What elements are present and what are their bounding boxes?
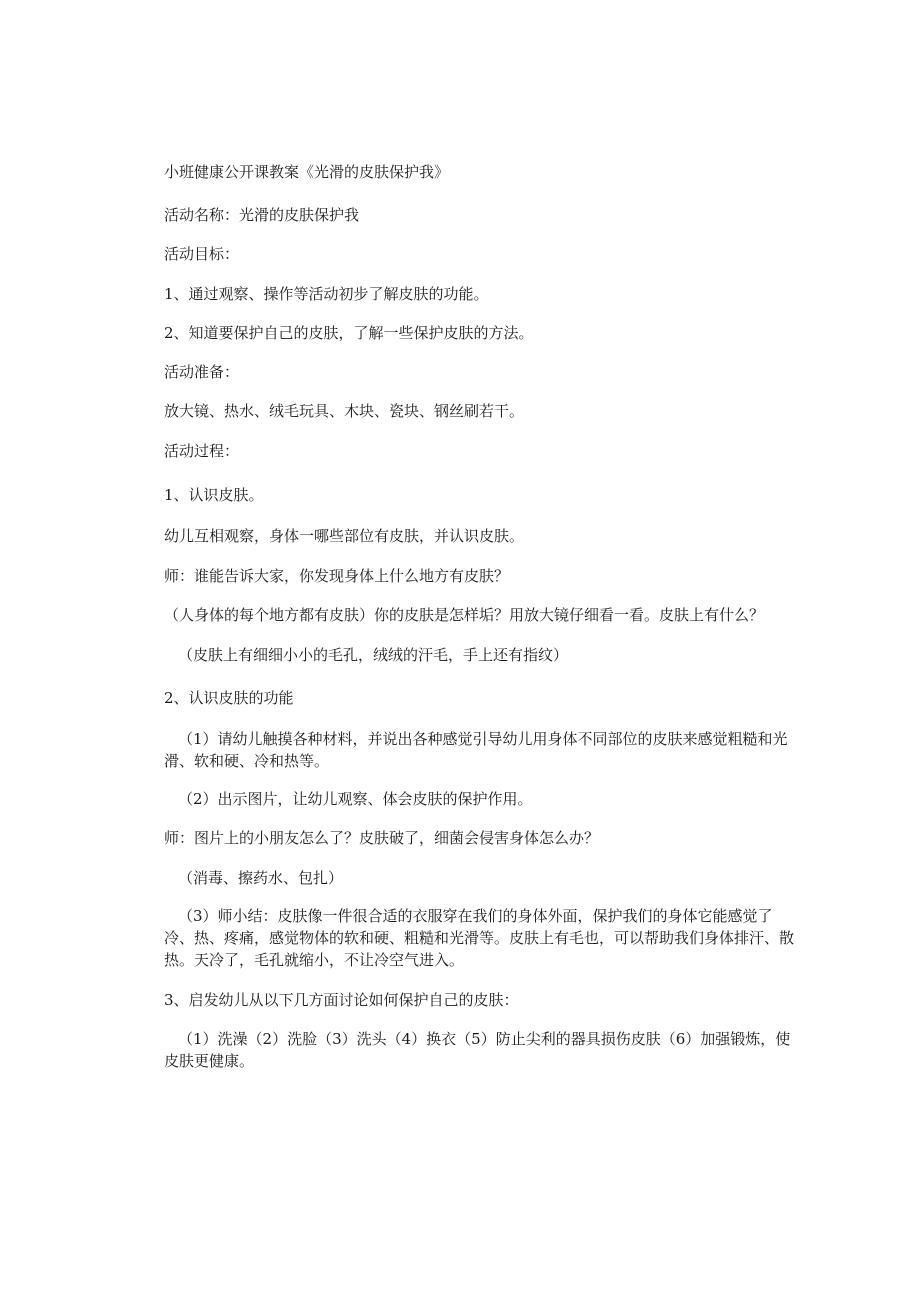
process-heading: 活动过程： (164, 442, 240, 460)
prep-items: 放大镜、热水、绒毛玩具、木块、瓷块、钢丝刷若干。 (164, 402, 525, 420)
paragraph: （消毒、擦药水、包扎） (178, 869, 344, 887)
document-title: 小班健康公开课教案《光滑的皮肤保护我》 (164, 163, 450, 181)
paragraph: 幼儿互相观察，身体一哪些部位有皮肤，并认识皮肤。 (164, 527, 525, 545)
paragraph: 师：谁能告诉大家，你发现身体上什么地方有皮肤？ (164, 567, 510, 585)
step-heading: 1、认识皮肤。 (164, 486, 264, 504)
prep-heading: 活动准备： (164, 363, 240, 381)
activity-name: 活动名称：光滑的皮肤保护我 (164, 206, 360, 224)
step-heading: 2、认识皮肤的功能 (164, 689, 294, 707)
paragraph: （3）师小结：皮肤像一件很合适的衣服穿在我们的身体外面，保护我们的身体它能感觉了冷、热、疼痛，感觉物体的软和硬、粗糙和光滑等。皮肤上有毛也，可以帮助我们身体排汗、散热。天冷了，毛孔就缩小，不让冷空气进入。 (164, 907, 795, 969)
paragraph: （1）洗澡（2）洗脸（3）洗头（4）换衣（5）防止尖利的器具损伤皮肤（6）加强锻炼，使皮肤更健康。 (164, 1030, 791, 1070)
paragraph: （2）出示图片，让幼儿观察、体会皮肤的保护作用。 (178, 790, 533, 808)
goals-heading: 活动目标： (164, 245, 240, 263)
step-heading: 3、启发幼儿从以下几方面讨论如何保护自己的皮肤： (164, 991, 519, 1009)
paragraph: （1）请幼儿触摸各种材料，并说出各种感觉引导幼儿用身体不同部位的皮肤来感觉粗糙和光滑、软和硬、冷和热等。 (164, 730, 788, 770)
paragraph: （人身体的每个地方都有皮肤）你的皮肤是怎样垢？用放大镜仔细看一看。皮肤上有什么？ (164, 606, 765, 624)
paragraph: 师：图片上的小朋友怎么了？皮肤破了，细菌会侵害身体怎么办？ (164, 829, 600, 847)
goal-item: 2、知道要保护自己的皮肤，了解一些保护皮肤的方法。 (164, 324, 534, 342)
goal-item: 1、通过观察、操作等活动初步了解皮肤的功能。 (164, 285, 489, 303)
paragraph: （皮肤上有细细小小的毛孔，绒绒的汗毛，手上还有指纹） (178, 646, 569, 664)
